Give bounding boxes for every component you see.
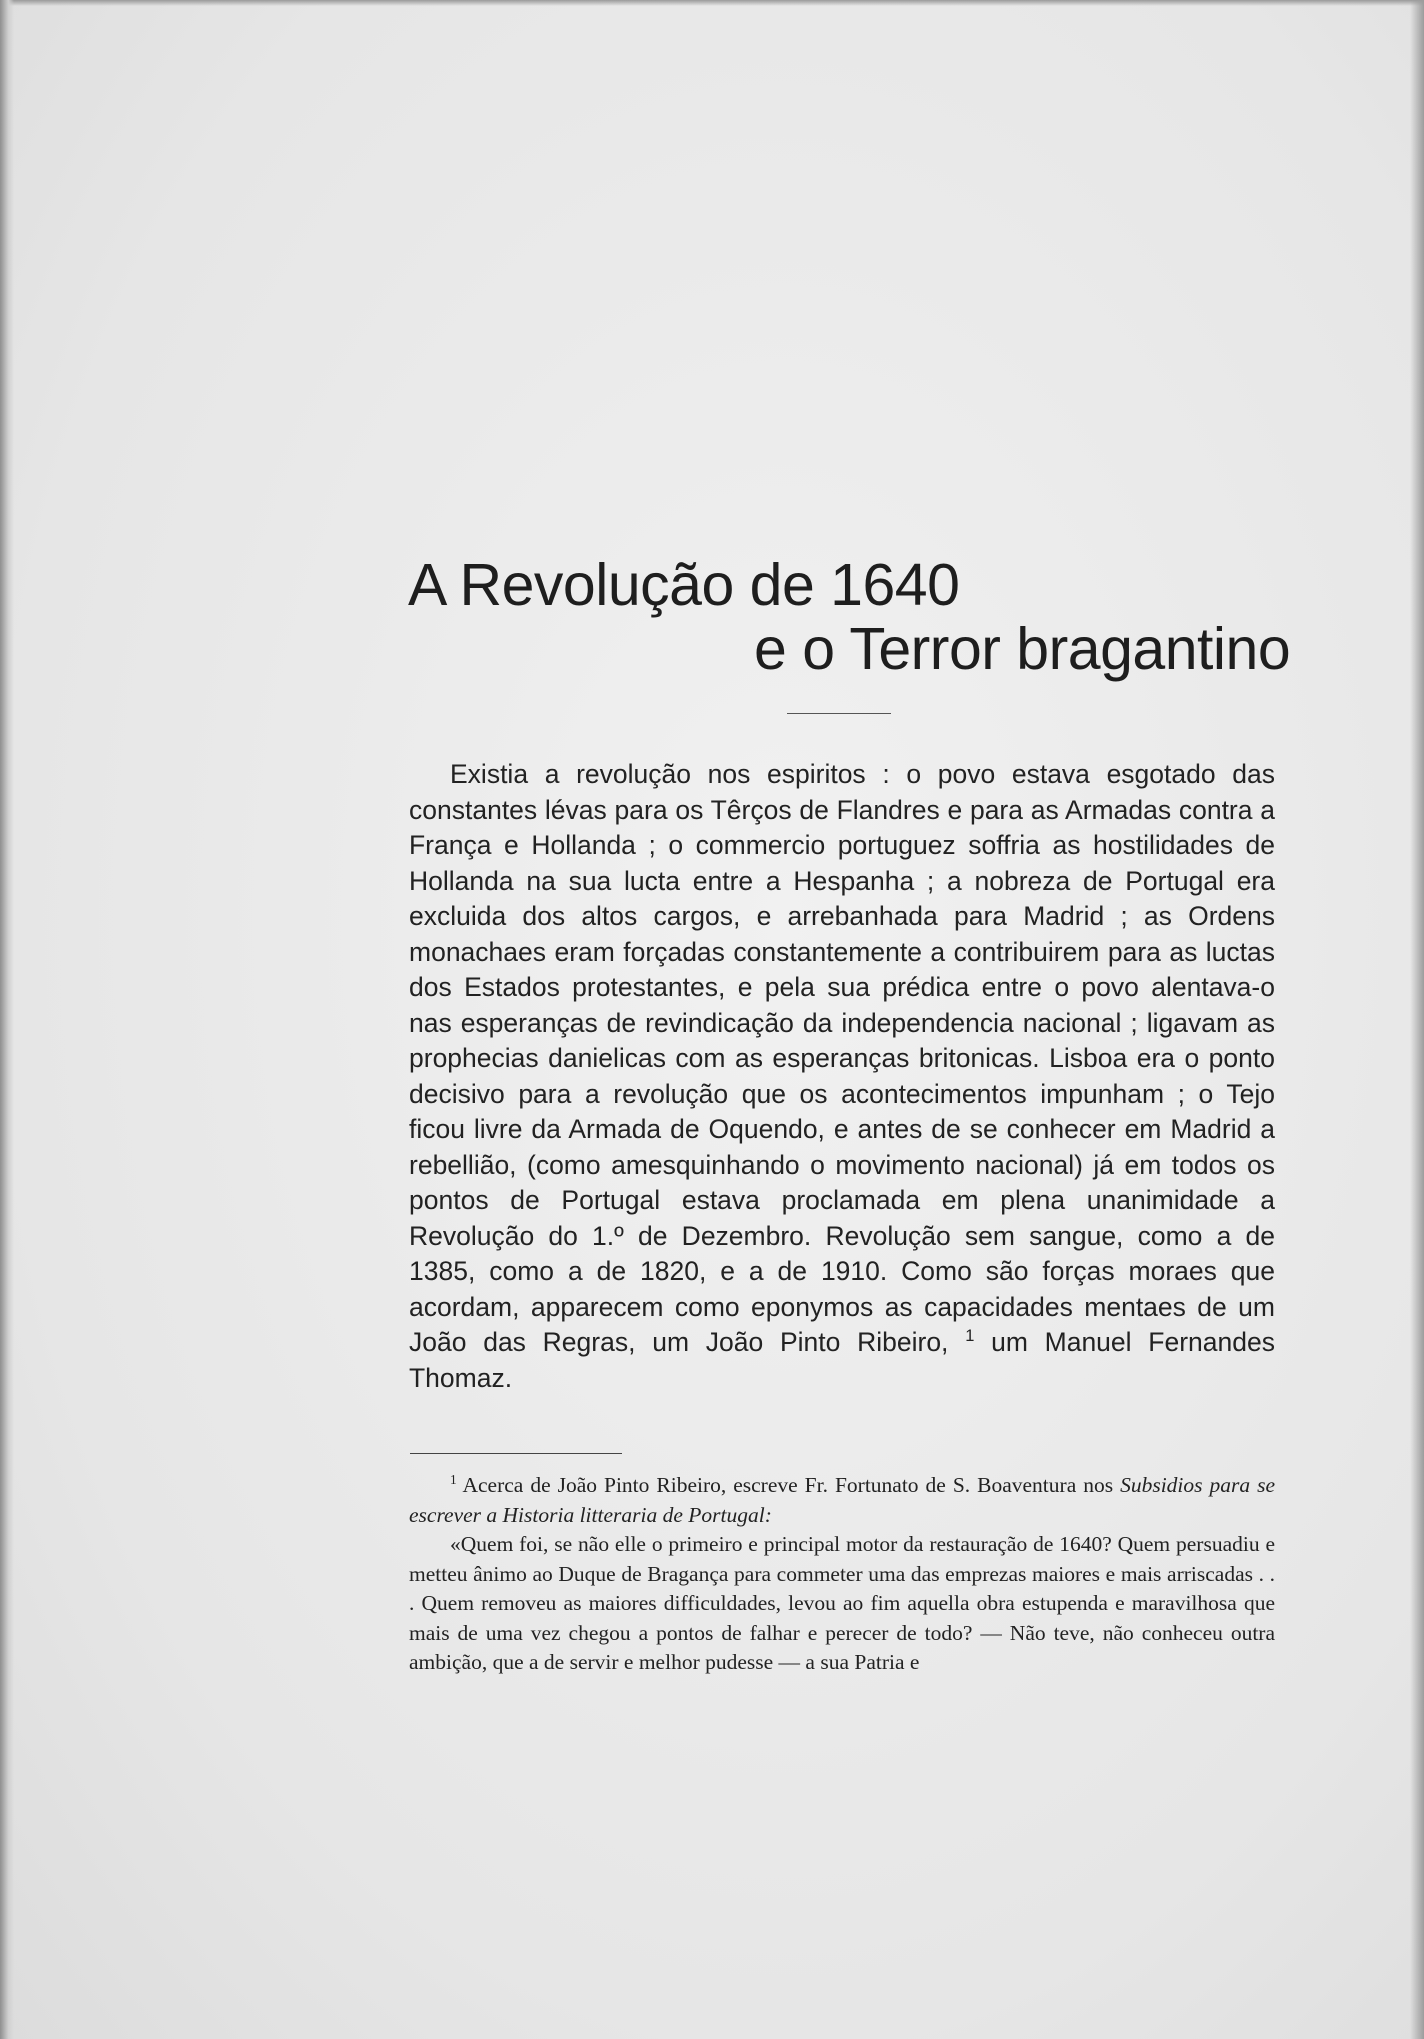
footnote-source-title: Subsidios para se escrever a Historia litteraria de Portugal:	[409, 1473, 1276, 1527]
page-top-shadow	[0, 0, 1424, 6]
page-right-shadow	[1410, 0, 1424, 2039]
footnote-intro: Acerca de João Pinto Ribeiro, escreve Fr. Fortunato de S. Boaventura nos	[462, 1473, 1114, 1497]
title-divider	[787, 713, 891, 714]
chapter-title-line-2: e o Terror bragantino	[754, 616, 1291, 682]
chapter-title-line-1: A Revolução de 1640	[408, 552, 960, 618]
footnote-marker: 1	[450, 1472, 457, 1488]
page-left-shadow	[0, 0, 14, 2039]
body-text-part-2: um Manuel Fernandes Thomaz.	[409, 1327, 1275, 1393]
footnote-reference: 1	[965, 1327, 975, 1346]
footnote-divider	[410, 1453, 622, 1454]
footnotes	[409, 1471, 1275, 1678]
body-text-part-1: Existia a revolução nos espiritos : o povo estava esgotado das constantes lévas para os Têrços de Flandres e para as Armadas contra a França e Hollanda ; o commercio portuguez soffria as hostilidades de Hollanda na sua lucta entre a Hespanha ; a nobreza de Portugal era excluida dos altos cargos, e arrebanhada para Madrid ; as Ordens monachaes eram forçadas constantemente a contribuirem para as luctas dos Estados protestantes, e pela sua prédica entre o povo alentava-o nas esperanças de revindicação da independencia nacional ; ligavam as prophecias danielicas com as esperanças britonicas. Lisboa era o ponto decisivo para a revolução que os acontecimentos impunham ; o Tejo ficou livre da Armada de Oquendo, e antes de se conhecer em Madrid a rebellião, (como amesquinhando o movimento nacional) já em todos os pontos de Portugal estava proclamada em plena unanimidade a Revolução do 1.º de Dezembro. Revolução sem sangue, como a de 1385, como a de 1820, e a de 1910. Como são forças moraes que acordam, apparecem como eponymos as capacidades mentaes de um João das Regras, um João Pinto Ribeiro,	[409, 759, 1275, 1357]
footnote-quote: «Quem foi, se não elle o primeiro e principal motor da restauração de 1640? Quem persuadiu e metteu ânimo ao Duque de Bragança para commeter uma das emprezas maiores e mais arriscadas . . . Quem removeu as maiores difficuldades, levou ao fim aquella obra estupenda e maravilhosa que mais de uma vez chegou a pontos de falhar e perecer de todo? — Não teve, não conheceu outra ambição, que a de servir e melhor pudesse — a sua Patria e	[409, 1532, 1275, 1674]
body-paragraph	[409, 757, 1275, 1396]
footnote-1	[409, 1471, 1275, 1530]
